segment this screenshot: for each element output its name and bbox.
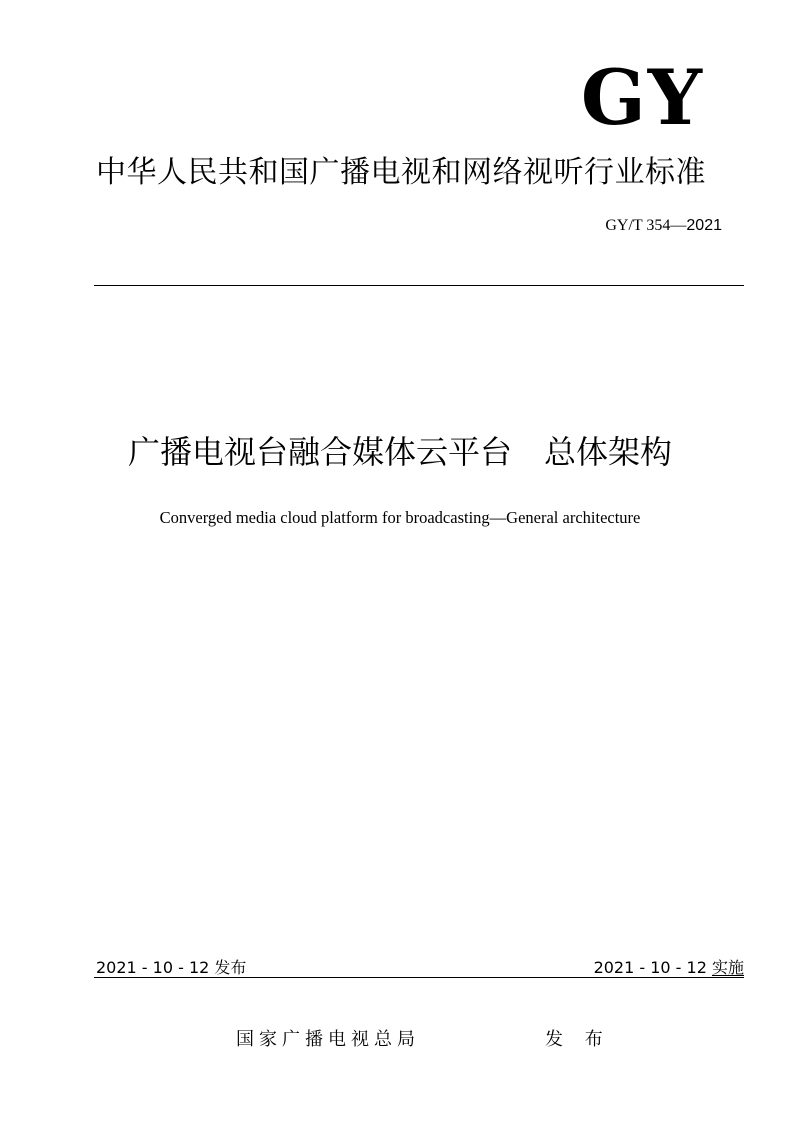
- gy-logo: GY: [580, 53, 704, 142]
- bottom-divider: [94, 977, 744, 978]
- release-date: 2021 - 10 - 12 发布: [96, 958, 247, 977]
- standard-year: 2021: [686, 217, 722, 234]
- top-divider: [94, 285, 744, 286]
- standard-dash: —: [670, 217, 687, 234]
- title-chinese: 广播电视台融合媒体云平台 总体架构: [127, 433, 672, 471]
- issuing-authority: 国家广播电视总局: [236, 1029, 420, 1050]
- standard-number: [605, 218, 722, 234]
- implementation-date: [594, 960, 744, 976]
- implementation-label: 实施: [711, 958, 744, 977]
- standard-code: GY/T 354: [605, 217, 671, 234]
- title-english: Converged media cloud platform for broadcasting—General architecture: [159, 508, 641, 527]
- implementation-date-value: 2021 - 10 - 12: [593, 958, 712, 977]
- issue-label: 发 布: [545, 1029, 611, 1050]
- standard-category: 中华人民共和国广播电视和网络视听行业标准: [96, 155, 706, 190]
